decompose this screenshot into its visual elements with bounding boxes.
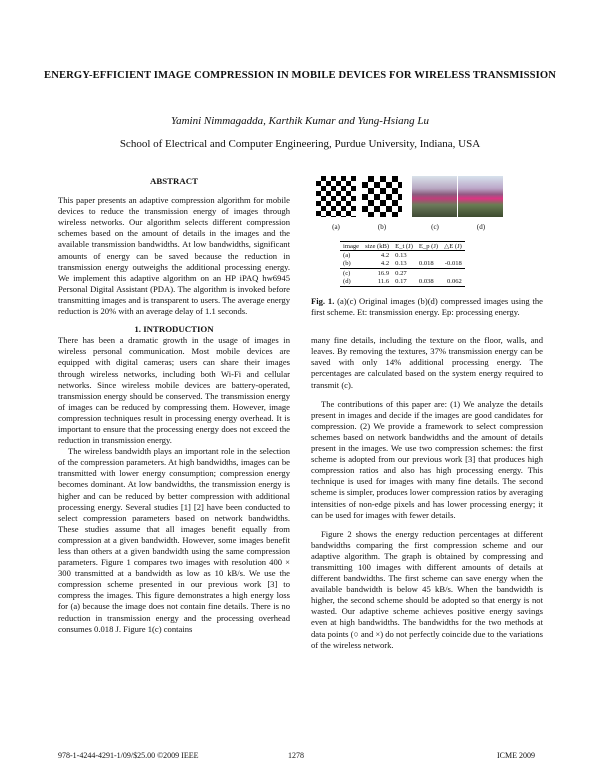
table-cell	[416, 251, 441, 260]
table-header: image	[340, 242, 362, 251]
table-cell: (d)	[340, 278, 362, 287]
table-row	[340, 269, 465, 278]
table-cell: 0.062	[441, 278, 465, 287]
figure-label-a: (a)	[332, 223, 340, 231]
table-cell: -0.018	[441, 260, 465, 269]
table-cell: (c)	[343, 269, 351, 277]
abstract-text: This paper presents an adaptive compression algorithm for mobile devices to reduce the transmission energy of images through wireless networks. Our algorithm selects different compression schemes based on the amount of details in the images and the available transmission bandwidths. At low bandwidths, significant amounts of energy can be saved because the reduction in transmission energy outweighs the additional processing energy. We implement this adaptive algorithm on an HP iPAQ hw6945 Personal Digital Assistant (PDA). The algorithm is invoked before transmitting images and is transparent to users. The average energy reduction is 20% with an average delay of 1.1 seconds.	[58, 195, 290, 317]
intro-heading: 1. INTRODUCTION	[134, 324, 214, 335]
figure-label-b: (b)	[377, 223, 387, 231]
table-row	[340, 278, 465, 287]
table-row	[340, 260, 465, 269]
figure-image-c	[412, 176, 457, 217]
right-paragraph-2: The contributions of this paper are: (1) We analyze the details present in images and decide if the images are good candidates for compression. (2) We provide a framework to select compression schemes based on network bandwidths and the amount of details present in the images. We use two compression schemes: the first scheme is adopted from our previous work [3] that produces high compression ratios and also has high processing energy. This technique is used for images with many fine details. The second scheme is simpler, produces lower compression ratios by averaging intensities of non-edge pixels and has lower processing energy; it can be used for images with fewer details.	[311, 398, 543, 520]
table-header: size (kB)	[362, 242, 392, 251]
table-row	[340, 251, 465, 260]
table-cell: 0.13	[395, 252, 407, 260]
figure-label-d: (d)	[476, 223, 486, 231]
right-paragraph-1: many fine details, including the texture on the floor, walls, and leaves. By removing the textures, 37% transmission energy can be saved with only 14% additional processing energy. The percentages are calculated based on the system energy required to transmit (c).	[311, 335, 543, 390]
footer-isbn: 978-1-4244-4291-1/09/$25.00 ©2009 IEEE	[58, 751, 199, 760]
table-cell: 16.9	[377, 269, 390, 277]
figure-image-b	[362, 176, 402, 217]
caption-text: (a)(c) Original images (b)(d) compressed images using the first scheme. Et: transmission energy. Ep: processing energy.	[311, 296, 543, 318]
figure-image-a	[316, 176, 356, 217]
abstract-heading: ABSTRACT	[150, 176, 198, 186]
table-cell: 0.27	[395, 269, 407, 277]
figure-label-c: (c)	[431, 223, 439, 231]
table-cell: (b)	[340, 260, 362, 269]
figure-caption	[311, 296, 543, 318]
table-cell	[441, 251, 465, 260]
table-header: E_t (J)	[392, 242, 416, 251]
paper-title: ENERGY-EFFICIENT IMAGE COMPRESSION IN MOBILE DEVICES FOR WIRELESS TRANSMISSION	[44, 70, 556, 81]
footer-venue: ICME 2009	[497, 751, 535, 760]
table-cell: 4.2	[380, 252, 390, 260]
left-column	[58, 176, 290, 635]
table-header: E_p (J)	[416, 242, 441, 251]
table-header: △E (J)	[441, 242, 465, 251]
table-cell: 4.2	[362, 260, 392, 269]
table-cell: 0.17	[392, 278, 416, 287]
caption-label: Fig. 1.	[311, 296, 335, 306]
right-paragraph-3: Figure 2 shows the energy reduction percentages at different bandwidths comparing the first compression scheme and our adaptive algorithm. The graph is obtained by compressing and transmitting 100 images with different amounts of details at different bandwidths. The first scheme can save energy when the available bandwidth is below 45 kB/s. When the bandwidth is higher, the second scheme should be adopted so that energy is not wasted. Our adaptive scheme achieves positive energy savings even at high bandwidths. The bandwidths for the two methods at data points (○ and ×) do not perfectly coincide due to the variations of the wireless network.	[311, 528, 543, 650]
affiliation: School of Electrical and Computer Engineering, Purdue University, Indiana, USA	[119, 138, 481, 150]
intro-paragraph-2: The wireless bandwidth plays an important role in the selection of the compression parameters. At high bandwidths, images can be transmitted with lower energy consumption; compression energy becomes dominant. At low bandwidths, the transmission energy is higher and can be reduced by better compression with additional processing energy. Several studies [1] [2] have been conducted to select compression parameters based on network bandwidths. These studies assume that all images benefit equally from compression at a given bandwidth. However, some images benefit less than others at a given bandwidth using the same compression parameters. Figure 1 compares two images with resolution 400 × 300 transmitted at a bandwidth as low as 10 kB/s. We use the compression scheme presented in our previous work [3] to compress the images. This figure demonstrates a high energy loss for (a) because the image does not contain fine details. There is no reduction in transmission energy and the processing overhead consumes 0.018 J. Figure 1(c) contains	[58, 446, 290, 634]
figure-image-d	[458, 176, 503, 217]
table-cell: (a)	[343, 252, 351, 260]
table-cell: 0.13	[392, 260, 416, 269]
intro-paragraph-1: There has been a dramatic growth in the usage of images in wireless personal communication. Most mobile devices are equipped with digital cameras; users can share their images through wireless networks, including both Wi-Fi and cellular networks. Since wireless mobile devices are battery-operated, transmission energy should be conserved. The transmission energy of images can be reduced by compressing them. However, image compression techniques result in processing energy overhead. It is important to ensure that the processing energy does not exceed the reduction in transmission energy.	[58, 335, 290, 446]
right-column	[311, 296, 543, 651]
figure-table	[340, 241, 465, 287]
page-number: 1278	[288, 751, 304, 760]
table-header-row	[340, 242, 465, 251]
authors: Yamini Nimmagadda, Karthik Kumar and Yung-Hsiang Lu	[170, 115, 430, 127]
table-cell: 11.6	[362, 278, 392, 287]
table-cell	[441, 269, 465, 278]
table-cell	[416, 269, 441, 278]
table-cell: 0.018	[416, 260, 441, 269]
table-cell: 0.038	[416, 278, 441, 287]
